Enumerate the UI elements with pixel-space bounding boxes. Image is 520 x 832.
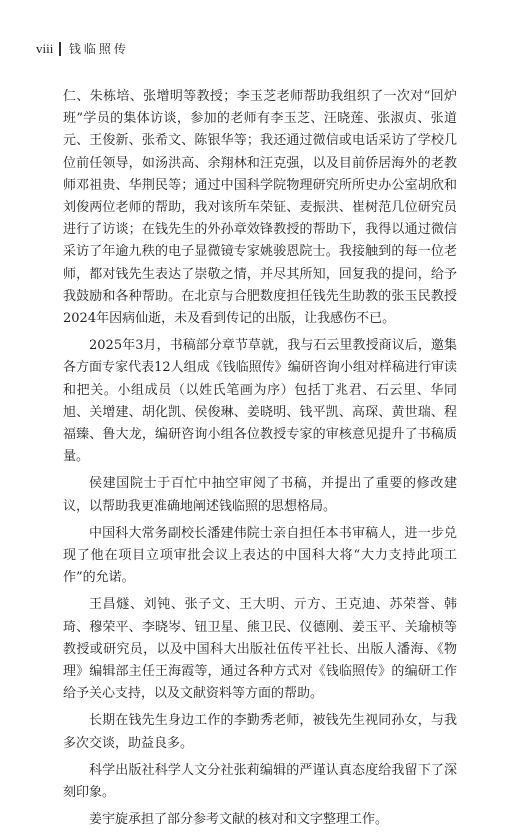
paragraph: 仁、朱栋培、张增明等教授；李玉芝老师帮助我组织了一次对“回炉班”学员的集体访谈，参加的老师有李玉芝、汪晓莲、张淑贞、张道元、王俊新、张希文、陈银华等；我还通过微信或电话采访了学校几位前任领导，如汤洪高、余翔林和汪克强，以及目前侨居海外的老教师邓祖贵、华荆民等；通过中国科学院物理研究所所史办公室胡欣和刘俊两位老师的帮助，我对该所车荣钲、麦振洪、崔树范几位研究员进行了访谈；在钱先生的外孙章效锋教授的帮助下，我得以通过微信采访了年逾九秩的电子显微镜专家姚骏恩院士。我接触到的每一位老师，都对钱先生表达了崇敬之情，并尽其所知，回复我的提问，给予我鼓励和各种帮助。在北京与合肥数度担任钱先生助教的张玉民教授2024年因病仙逝，未及看到传记的出版，让我感伤不已。 bbox=[63, 89, 457, 327]
paragraph: 王昌燧、刘钝、张子文、王大明、亓方、王克迪、苏荣誉、韩琦、穆荣平、李晓岑、钮卫星、熊卫民、仪德刚、姜玉平、关瑜桢等教授或研究员，以及中国科大出版社伍传平社长、出版人潘海、《物理》编辑部主任王海霞等，通过各种方式对《钱临照传》的编研工作给予关心支持，以及文献资料等方面的帮助。 bbox=[63, 597, 457, 702]
running-header bbox=[36, 40, 129, 57]
body-text bbox=[63, 86, 457, 832]
paragraph: 长期在钱先生身边工作的李勤秀老师，被钱先生视同孙女，与我多次交谈，助益良多。 bbox=[63, 713, 457, 751]
page-number: viii bbox=[36, 40, 54, 56]
paragraph: 中国科大常务副校长潘建伟院士亲自担任本书审稿人，进一步兑现了他在项目立项审批会议上表达的中国科大将“大力支持此项工作”的允诺。 bbox=[63, 525, 457, 586]
paragraph: 侯建国院士于百忙中抽空审阅了书稿，并提出了重要的修改建议，以帮助我更准确地阐述钱临照的思想格局。 bbox=[63, 476, 457, 514]
header-divider bbox=[59, 42, 61, 56]
book-title: 钱临照传 bbox=[68, 42, 129, 56]
paragraph: 科学出版社科学人文分社张莉编辑的严谨认真态度给我留下了深刻印象。 bbox=[63, 762, 457, 801]
paragraph: 2025年3月，书稿部分章节草就，我与石云里教授商议后，邀集各方面专家代表12人组成《钱临照传》编研咨询小组对样稿进行审读和把关。小组成员（以姓氏笔画为序）包括丁兆君、石云里、华同旭、关增建、胡化凯、侯俊琳、姜晓明、钱平凯、高琛、黄世瑞、程福臻、鲁大龙，编研咨询小组各位教授专家的审核意见提升了书稿质量。 bbox=[63, 338, 457, 465]
paragraph: 姜宇旋承担了部分参考文献的核对和文字整理工作。 bbox=[89, 812, 389, 828]
